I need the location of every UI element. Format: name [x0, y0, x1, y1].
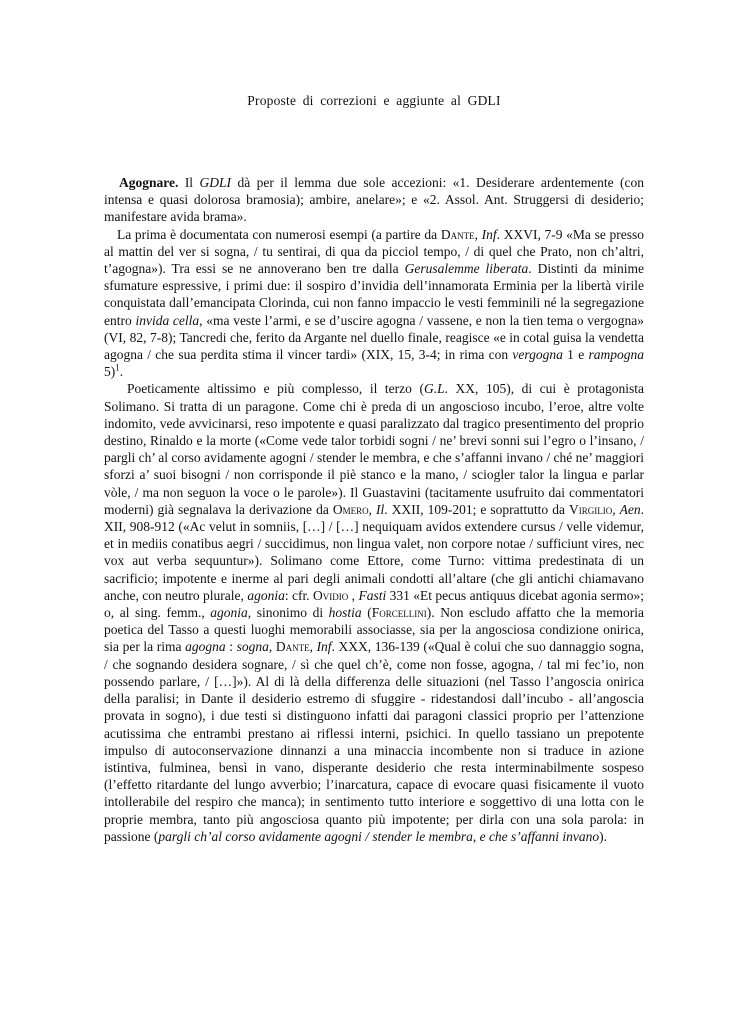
- rhyme-word: vergogna: [512, 347, 563, 363]
- author-name: Ovidio: [313, 587, 349, 603]
- text-run: 5): [104, 364, 116, 380]
- author-name: Virgilio: [568, 501, 613, 517]
- work-title: G.L: [423, 381, 445, 397]
- quoted-phrase: invida cella: [135, 312, 200, 328]
- text-run: ,: [309, 639, 317, 655]
- text-run: , «ma veste l’armi, e se d’uscire agogna / vassene, e non la tien tema o vergogna» (VI, 82, 7-8); Tancredi che, ferito da Argante nel duello finale, reagisce «e in cotal guisa la vendetta agogna / che sua perdita stima il vincer tardi» (XIX, 15, 3-4; in rima con: [104, 312, 644, 363]
- headword: Agognare.: [119, 175, 179, 190]
- text-run: ,: [368, 501, 377, 517]
- work-title: Aen: [619, 501, 641, 517]
- article-body: [104, 174, 644, 845]
- text-run: ,: [268, 639, 276, 655]
- rhyme-word: agogna: [185, 639, 226, 655]
- paragraph-2: [104, 226, 644, 381]
- text-run: 1 e: [562, 347, 589, 363]
- text-run: ).: [599, 828, 608, 844]
- text-run: :: [225, 639, 237, 655]
- work-title: Gerusalemme liberata: [404, 261, 529, 277]
- paragraph-1: [104, 174, 644, 226]
- text-run: . XXX, 136-139 («Qual è colui che suo dannaggio sogna, / che sognando desidera sognare, / sì che quel ch’è, come non fosse, agogna, / tal mi fec’io, non possendo parlare, / […]»). Al di là della differenza delle situazioni (nel Tasso l’angoscia onirica della paralisi; in Dante il desiderio estremo di sfuggire - ridestandosi dall’incubo - all’angoscia provata in sogno), i due testi si distinguono infatti dai paragoni classici proprio per l’attenzione acutissima che entrambi prestano ai riflessi interni, psichici. In quello tassiano un prepotente impulso di autoconservazione dinnanzi a una minaccia incombente non si traduce in azione istintiva, fulminea, bensì in vano, disperante desiderio che resta interminabilmente sospeso (l’effetto ritardante del lungo avverbio; l’inarcatura, capace di evocare quasi fisicamente il vuoto intollerabile del respiro che manca); in sentimento tutto interiore e soggettivo di una lotta con le proprie membra, tanto più angosciosa quanto più impotente; per dirla con una sola parola: in passione (: [104, 639, 645, 844]
- gdli-abbrev: GDLI: [199, 175, 232, 190]
- text-run: . XXVI, 7-9 «Ma se presso al mattin del ver si sogna, / tu sentirai, di qua da picciol tempo, / di quel che Prato, non ch’altri, t’agogna»). Tra essi se ne annoverano ben tre dalla: [104, 226, 645, 277]
- work-title: Inf: [481, 226, 497, 242]
- latin-term: agonia: [210, 605, 248, 621]
- rhyme-word: rampogna: [588, 347, 644, 363]
- rhyme-word: sogna: [236, 639, 269, 655]
- paragraph-3: [104, 380, 644, 844]
- author-name: Dante: [440, 226, 475, 242]
- work-title: Il: [376, 501, 385, 517]
- text-run: La prima è documentata con numerosi esempi (a partire da: [117, 226, 441, 242]
- text-run: ,: [348, 587, 359, 603]
- running-title: Proposte di correzioni e aggiunte al GDLI: [247, 93, 501, 108]
- footnote-marker[interactable]: 1: [115, 362, 120, 373]
- text-run: , sinonimo di: [247, 605, 329, 621]
- work-title: Fasti: [358, 587, 387, 603]
- text-run: Il: [184, 175, 200, 190]
- text-run: dà per il lemma due sole accezioni: «1. Desiderare ardentemente (con intensa e quasi dolorosa bramosia); ambire, anelare»; e «2. Assol. Ant. Struggersi di desiderio; manifestare avida brama».: [104, 175, 645, 225]
- text-run: : cfr.: [284, 587, 314, 603]
- author-name: Dante: [275, 639, 310, 655]
- latin-term: agonia: [247, 587, 285, 603]
- work-title: Inf: [316, 639, 332, 655]
- text-run: . Distinti da minime sfumature espressive, i primi due: il sospiro d’invidia dell’innamorata Erminia per la libertà virile conquistata dall’emancipata Clorinda, cui non fanno impaccio le vesti femminili né la segregazione entro: [104, 261, 644, 328]
- text-run: ). Non escludo affatto che la memoria poetica del Tasso a questi luoghi memorabili associasse, sia per la angosciosa condizione onirica, sia per la rima: [104, 605, 644, 655]
- latin-term: hostia: [328, 605, 362, 621]
- text-run: . XX, 105), di cui è protagonista Solimano. Si tratta di un paragone. Come chi è preda di un angoscioso incubo, l’eroe, altre volte indomito, vede avvicinarsi, reso impotente e quasi paralizzato dal tragico presentimento del proprio destino, Rinaldo e la morte («Come vede talor torbidi sogni / ne’ brevi sonni sui l’egro o l’insano, / pargli ch’ al corso avidamente agogni / stender le membra, e che s’affanni invano / ché ne’ maggiori sforzi a’ suoi bisogni / non corrisponde il piè stanco e la mano, / sciogler talor la lingua e parlar vòle, / ma non seguon la voce o le parole»). Il Guastavini (tacitamente usufruito dai commentatori moderni) già segnalava la derivazione da: [104, 381, 645, 517]
- author-name: Forcellini: [371, 605, 427, 621]
- author-name: Omero: [332, 501, 369, 517]
- text-run: 331 «Et pecus antiquus dicebat agonia sermo»; o, al sing. femm.,: [104, 587, 644, 621]
- text-run: .: [119, 364, 124, 380]
- quoted-verse: pargli ch’al corso avidamente agogni / stender le membra, e che s’affanni invano: [158, 828, 600, 844]
- text-run: (: [361, 605, 372, 621]
- text-run: Poeticamente altissimo e più complesso, il terzo (: [127, 381, 424, 397]
- text-run: . XXII, 109-201; e soprattutto da: [384, 501, 569, 517]
- text-run: ,: [612, 501, 620, 517]
- text-run: ,: [474, 226, 482, 242]
- text-run: . XII, 908-912 («Ac velut in somniis, […] / […] nequiquam avidos extendere cursus / velle videmur, et in mediis conatibus aegri / succidimus, non lingua valet, non corpore notae / sufficiunt vires, nec vox aut verba sequuntur»). Solimano come Ettore, come Turno: vittima predestinata di un sacrificio; impotente e inerme al pari degli animali condotti all’altare (che gli antichi chiamavano anche, con neutro plurale,: [104, 501, 645, 603]
